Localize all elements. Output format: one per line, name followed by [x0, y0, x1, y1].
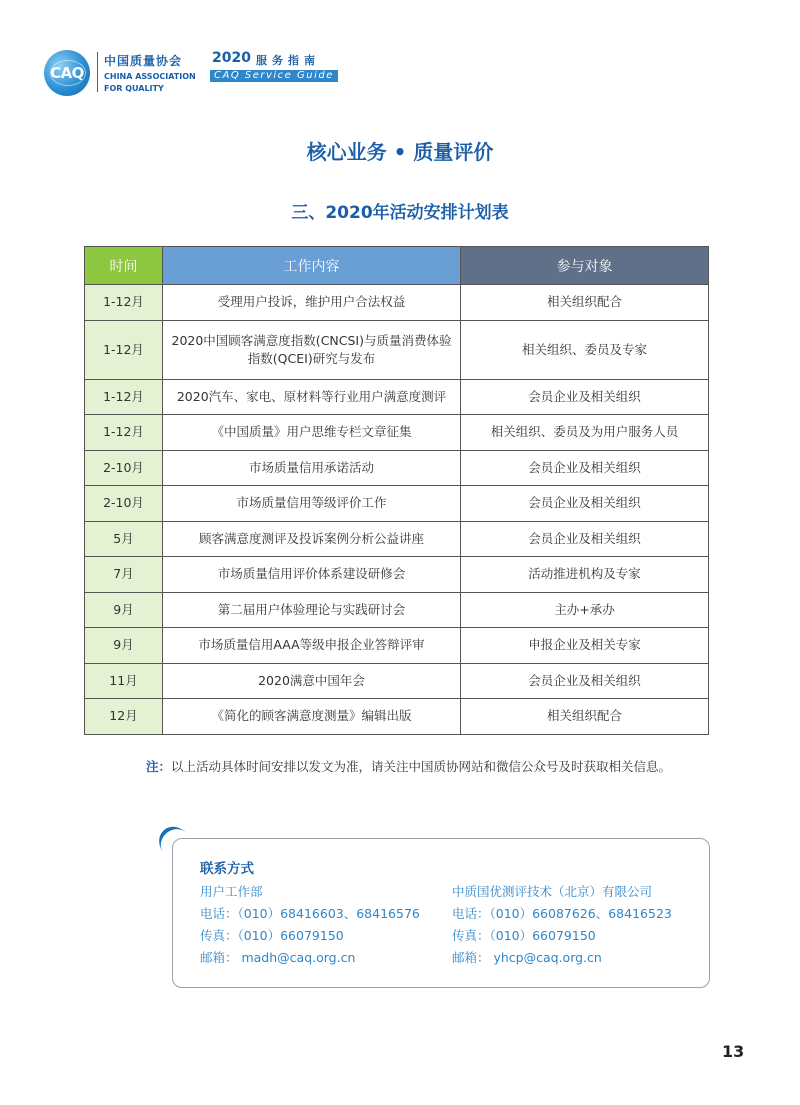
org-name-en-line2: FOR QUALITY [104, 84, 164, 93]
cell-target: 会员企业及相关组织 [461, 521, 709, 557]
table-row [85, 592, 709, 628]
table-row [85, 450, 709, 486]
contact-right-fax: 传真：（010）66079150 [452, 928, 596, 943]
contact-right-phone: 电话：（010）66087626、68416523 [452, 906, 672, 921]
contact-box [172, 838, 710, 988]
guide-year: 2020 [212, 50, 251, 66]
logo-divider [97, 52, 98, 92]
contact-right-email[interactable]: 邮箱： yhcp@caq.org.cn [452, 950, 602, 965]
table-row [85, 699, 709, 735]
cell-content: 市场质量信用等级评价工作 [163, 486, 461, 522]
cell-target: 相关组织、委员及为用户服务人员 [461, 415, 709, 451]
cell-target: 主办+承办 [461, 592, 709, 628]
cell-time: 2-10月 [85, 450, 163, 486]
header-time: 时间 [85, 247, 163, 285]
cell-content: 2020汽车、家电、原材料等行业用户满意度测评 [163, 379, 461, 415]
cell-content: 受理用户投诉，维护用户合法权益 [163, 285, 461, 321]
contact-title: 联系方式 [200, 861, 254, 877]
contact-left-phone: 电话：（010）68416603、68416576 [200, 906, 420, 921]
cell-content: 顾客满意度测评及投诉案例分析公益讲座 [163, 521, 461, 557]
contact-left-email[interactable]: 邮箱： madh@caq.org.cn [200, 950, 356, 965]
table-row [85, 415, 709, 451]
cell-time: 5月 [85, 521, 163, 557]
org-name-cn: 中国质量协会 [104, 54, 183, 68]
cell-time: 1-12月 [85, 285, 163, 321]
cell-target: 会员企业及相关组织 [461, 663, 709, 699]
table-row [85, 628, 709, 664]
header-target: 参与对象 [461, 247, 709, 285]
cell-content: 市场质量信用AAA等级申报企业答辩评审 [163, 628, 461, 664]
logo-text: CAQ [50, 64, 84, 82]
cell-time: 1-12月 [85, 320, 163, 379]
contact-right-org: 中质国优测评技术（北京）有限公司 [452, 884, 653, 899]
table-header-row [85, 247, 709, 285]
cell-content: 《中国质量》用户思维专栏文章征集 [163, 415, 461, 451]
cell-content: 第二届用户体验理论与实践研讨会 [163, 592, 461, 628]
cell-target: 活动推进机构及专家 [461, 557, 709, 593]
table-row [85, 486, 709, 522]
schedule-title: 三、2020年活动安排计划表 [291, 203, 509, 223]
table-row [85, 379, 709, 415]
activity-schedule-table [84, 246, 709, 735]
cell-time: 9月 [85, 628, 163, 664]
cell-target: 相关组织、委员及专家 [461, 320, 709, 379]
cell-time: 12月 [85, 699, 163, 735]
table-row [85, 663, 709, 699]
cell-time: 7月 [85, 557, 163, 593]
guide-title-cn: 服务指南 [256, 54, 320, 67]
table-row [85, 557, 709, 593]
contact-left-fax: 传真：（010）66079150 [200, 928, 344, 943]
section-title: 核心业务 • 质量评价 [306, 140, 494, 164]
table-row [85, 285, 709, 321]
page-header [44, 42, 364, 102]
header-content: 工作内容 [163, 247, 461, 285]
org-name-en-line1: CHINA ASSOCIATION [104, 72, 196, 81]
cell-content: 市场质量信用评价体系建设研修会 [163, 557, 461, 593]
contact-left-org: 用户工作部 [200, 884, 263, 899]
guide-title-en: CAQ Service Guide [210, 70, 338, 82]
cell-time: 1-12月 [85, 415, 163, 451]
cell-content: 市场质量信用承诺活动 [163, 450, 461, 486]
table-row [85, 320, 709, 379]
contact-left-column [200, 881, 420, 969]
cell-time: 9月 [85, 592, 163, 628]
cell-content: 2020满意中国年会 [163, 663, 461, 699]
schedule-note [146, 757, 671, 775]
contact-right-column [452, 881, 672, 969]
note-label: 注： [146, 759, 172, 774]
cell-content: 2020中国顾客满意度指数(CNCSI)与质量消费体验指数(QCEI)研究与发布 [163, 320, 461, 379]
table-row [85, 521, 709, 557]
cell-target: 会员企业及相关组织 [461, 486, 709, 522]
cell-target: 会员企业及相关组织 [461, 450, 709, 486]
cell-target: 申报企业及相关专家 [461, 628, 709, 664]
page-number: 13 [722, 1042, 745, 1061]
cell-target: 会员企业及相关组织 [461, 379, 709, 415]
cell-time: 11月 [85, 663, 163, 699]
cell-target: 相关组织配合 [461, 285, 709, 321]
cell-time: 1-12月 [85, 379, 163, 415]
cell-target: 相关组织配合 [461, 699, 709, 735]
note-text: 以上活动具体时间安排以发文为准，请关注中国质协网站和微信公众号及时获取相关信息。 [171, 759, 672, 774]
cell-content: 《简化的顾客满意度测量》编辑出版 [163, 699, 461, 735]
cell-time: 2-10月 [85, 486, 163, 522]
